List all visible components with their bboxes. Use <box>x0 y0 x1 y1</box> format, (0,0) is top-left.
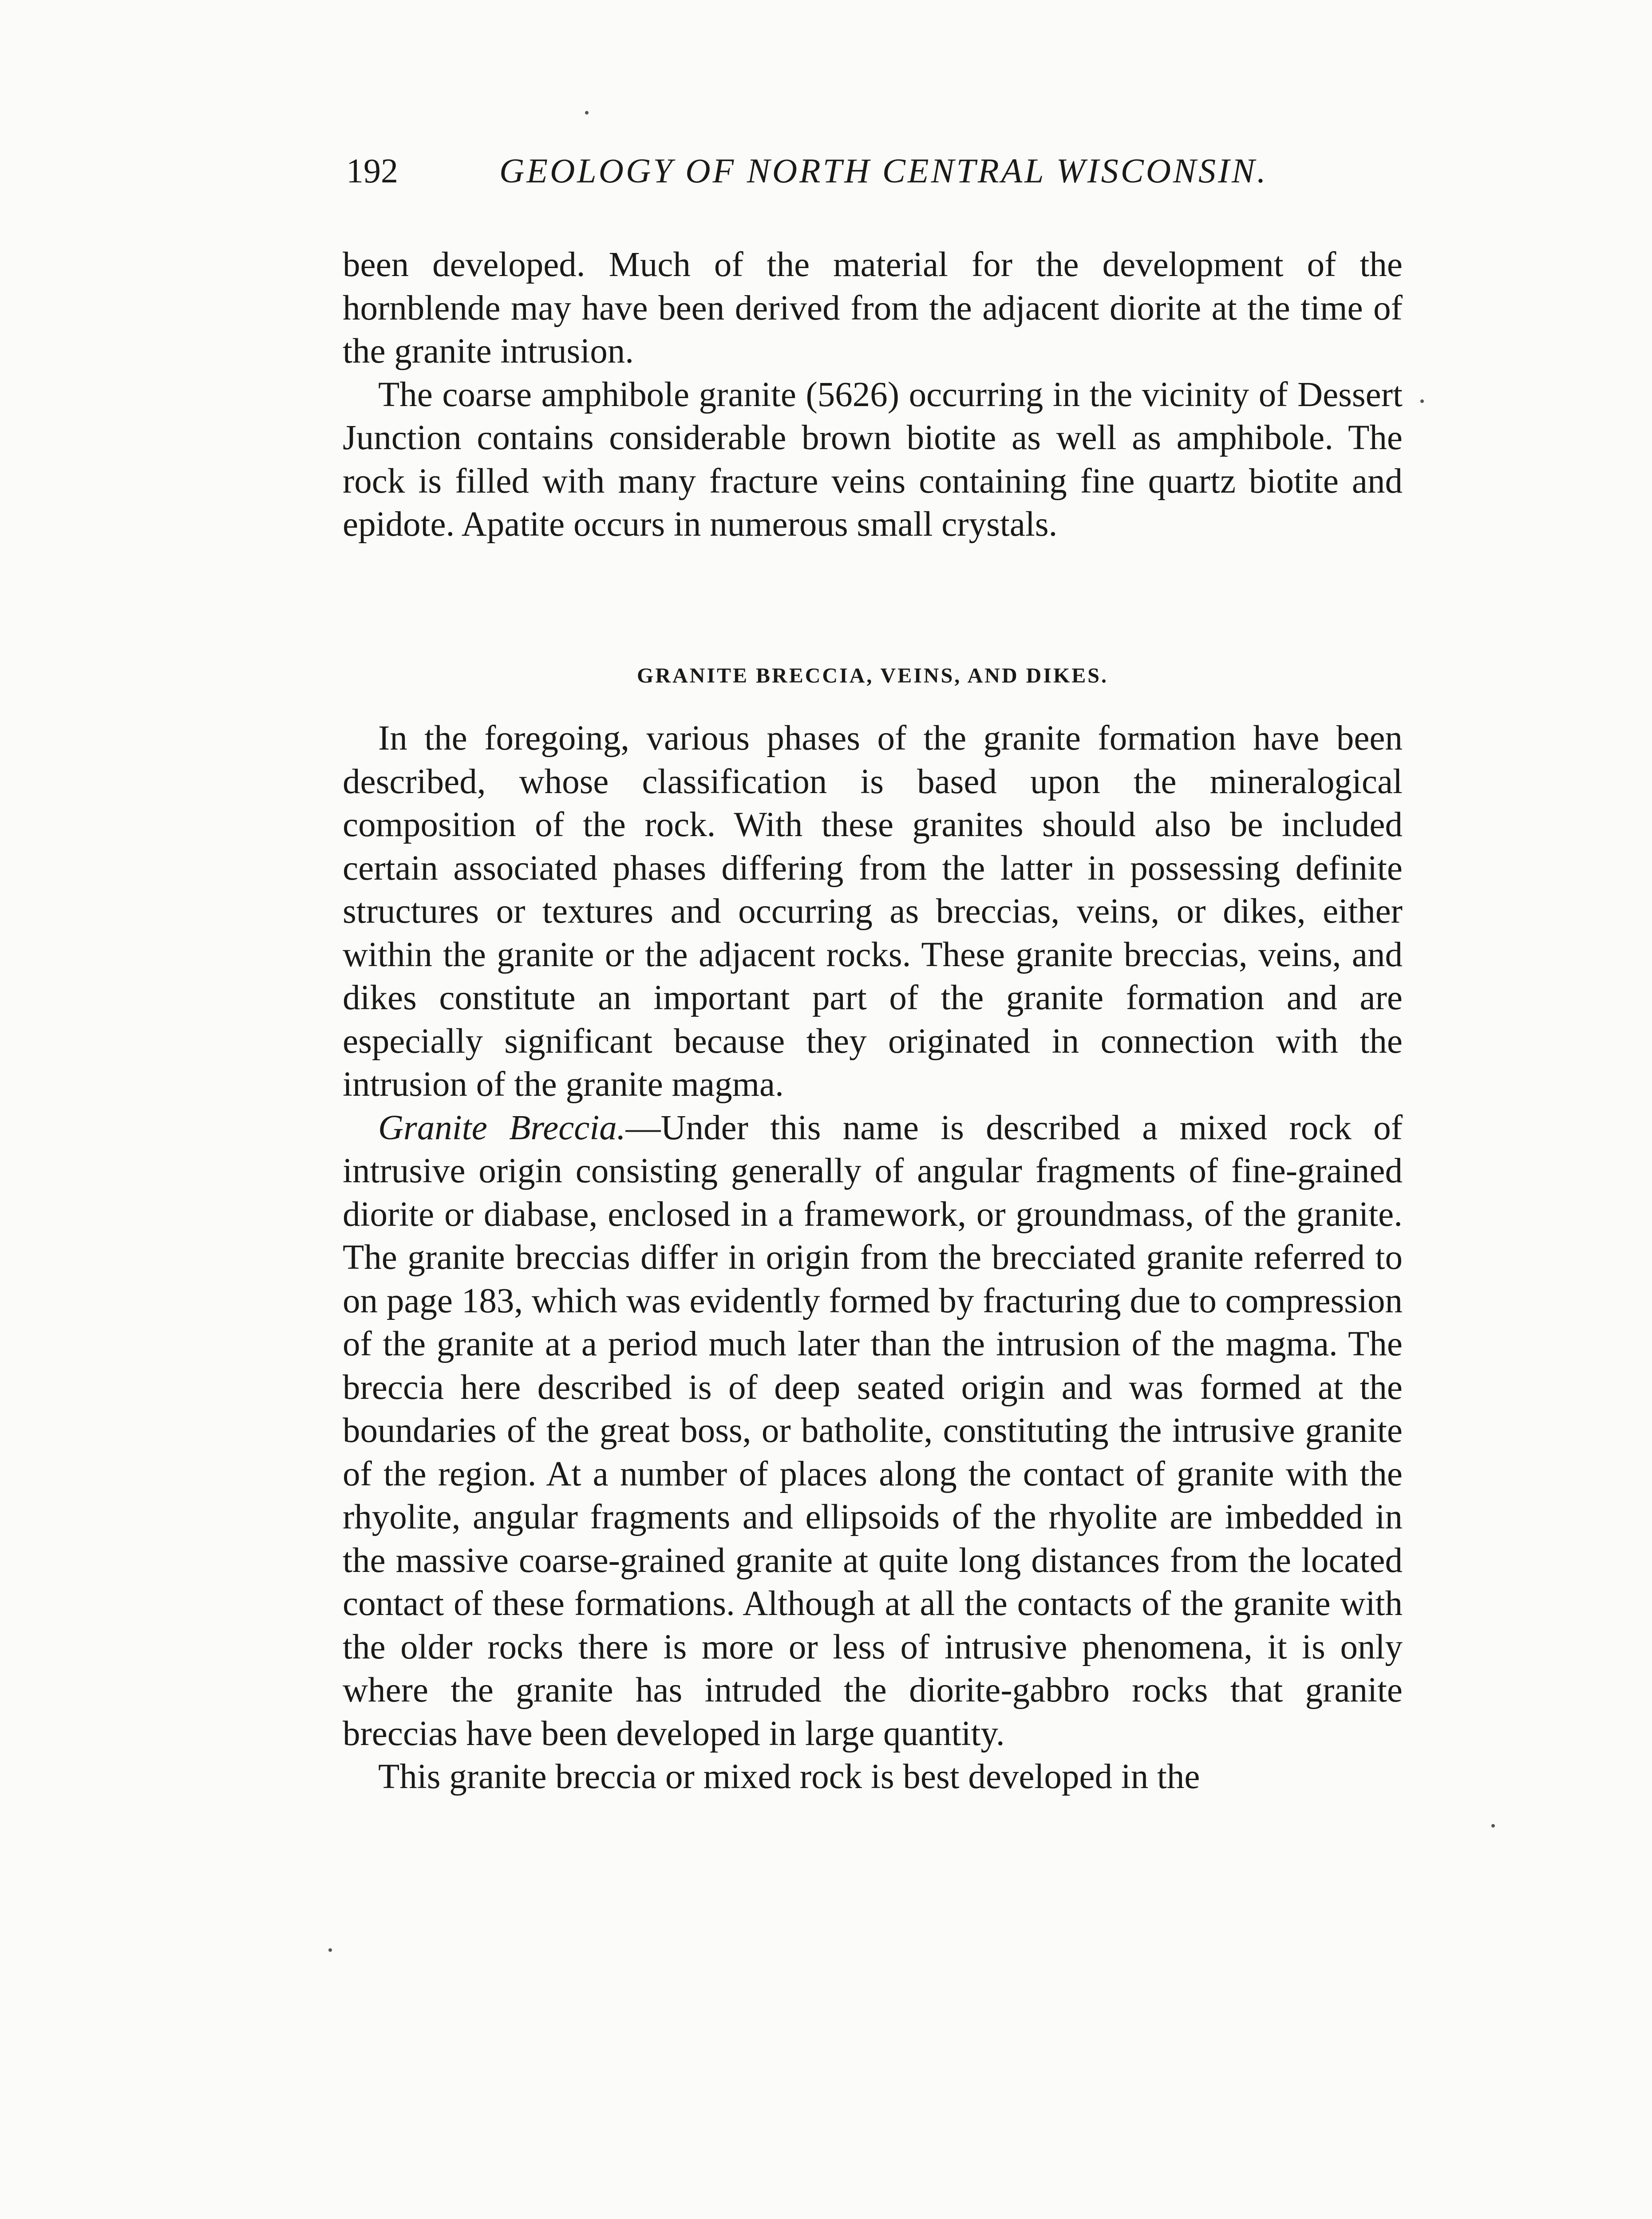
granite-breccia-term: Granite Breccia. <box>378 1108 626 1147</box>
paragraph-continuation: been developed. Much of the material for the development of the hornblende may have been derived from the adjacent diorite at the time of the granite intrusion. <box>343 245 1403 371</box>
paragraph-mixed-rock: This granite breccia or mixed rock is best developed in the <box>378 1757 1200 1796</box>
top-text-block <box>343 243 1403 546</box>
granite-breccia-body: —Under this name is described a mixed rock of intrusive origin consisting generally of angular fragments of fine-grained diorite or diabase, enclosed in a framework, or groundmass, of the granite. The granite breccias differ in origin from the brecciated granite referred to on page 183, which was evidently formed by fracturing due to compression of the granite at a period much later than the intrusion of the magma. The breccia here described is of deep seated origin and was formed at the boundaries of the great boss, or batholite, constituting the intrusive granite of the region. At a number of places along the contact of granite with the rhyolite, angular fragments and ellipsoids of the rhyolite are imbedded in the massive coarse-grained granite at quite long distances from the located contact of these formations. Although at all the contacts of the granite with the older rocks there is more or less of intrusive phenomena, it is only where the granite has intruded the diorite-gabbro rocks that granite breccias have been developed in large quantity. <box>343 1108 1403 1753</box>
paragraph-amphibole-granite: The coarse amphibole granite (5626) occurring in the vicinity of Dessert Junction contains considerable brown biotite as well as amphibole. The rock is filled with many fracture veins containing fine quartz biotite and epidote. Apatite occurs in numerous small crystals. <box>343 375 1403 544</box>
scan-speck <box>1491 1824 1495 1828</box>
page-number: 192 <box>346 151 398 190</box>
page-header <box>346 146 1411 195</box>
section-heading: GRANITE BRECCIA, VEINS, AND DIKES. <box>637 664 1108 687</box>
scan-speck <box>1420 399 1424 403</box>
main-text-block <box>343 717 1403 1799</box>
paragraph-granite-breccia <box>343 1106 1403 1756</box>
scan-speck <box>585 111 589 115</box>
running-title: GEOLOGY OF NORTH CENTRAL WISCONSIN. <box>499 151 1268 190</box>
paragraph-foregoing: In the foregoing, various phases of the granite formation have been described, whose classification is based upon the mineralogical composition of the rock. With these granites should also be included certain associated phases differing from the latter in possessing definite structures or textures and occurring as breccias, veins, or dikes, either within the granite or the adjacent rocks. These granite breccias, veins, and dikes constitute an important part of the granite formation and are especially significant because they originated in connection with the intrusion of the granite magma. <box>343 719 1403 1104</box>
scan-speck <box>328 1948 332 1952</box>
